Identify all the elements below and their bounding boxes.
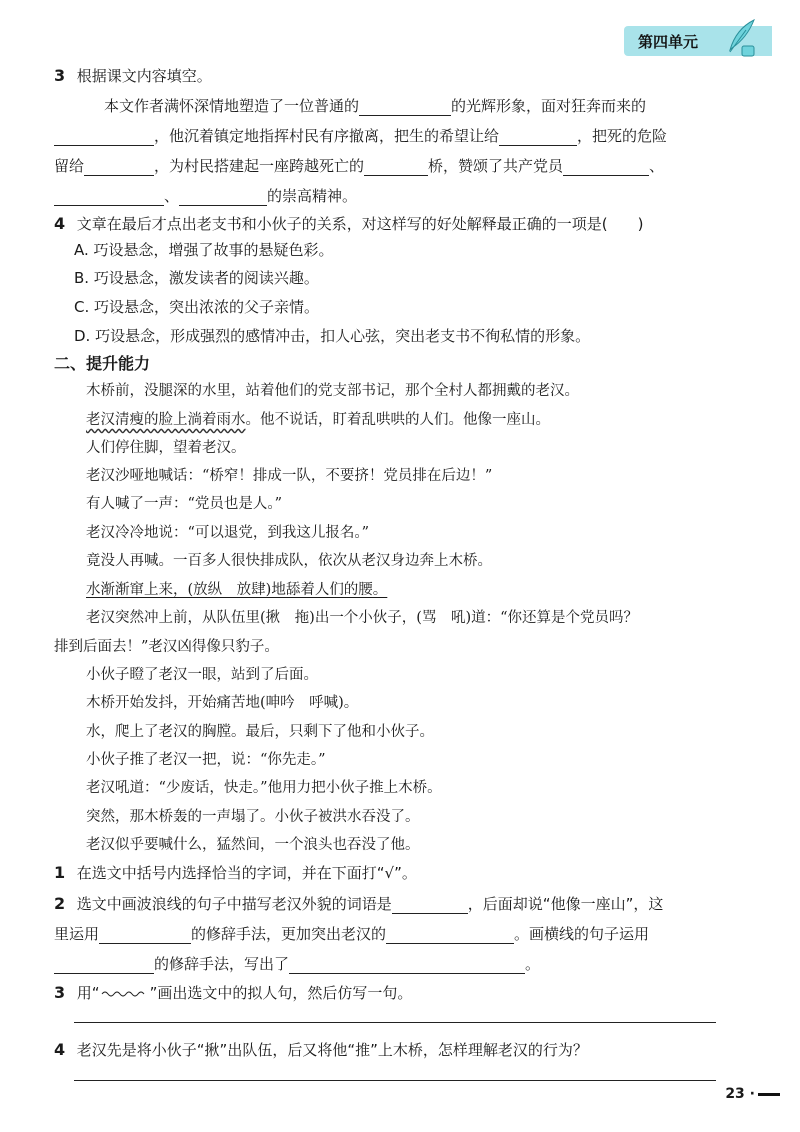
- s2q3-text: ”画出选文中的拟人句，然后仿写一句。: [149, 984, 413, 1002]
- wavy-line-sample: [100, 983, 150, 1003]
- s2q1-line: [54, 863, 417, 883]
- fill-blank[interactable]: [359, 99, 451, 116]
- passage-paragraph: 木桥前，没腿深的水里，站着他们的党支部书记，那个全村人都拥戴的老汉。: [86, 383, 579, 399]
- unit-title: 第四单元: [638, 33, 699, 51]
- s2q2-text: 。画横线的句子运用: [514, 925, 650, 943]
- page-dash: [758, 1093, 780, 1096]
- s2q4-text: 老汉先是将小伙子“揪”出队伍，后又将他“推”上木桥，怎样理解老汉的行为？: [76, 1041, 588, 1059]
- passage-paragraph: 老汉沙哑地喊话：“桥窄！排成一队，不要挤！党员排在后边！”: [86, 468, 493, 484]
- q3-text: 本文作者满怀深情地塑造了一位普通的: [104, 97, 360, 115]
- unit-tab: [624, 26, 772, 56]
- q3-text: ，把死的危险: [577, 127, 668, 145]
- fill-blank[interactable]: [289, 957, 525, 974]
- s2q1-number: 1: [54, 863, 66, 882]
- passage-paragraph: 排到后面去！”老汉凶得像只豹子。: [54, 639, 279, 655]
- fill-blank[interactable]: [386, 927, 514, 944]
- fill-blank[interactable]: [84, 159, 154, 176]
- passage-paragraph: 老汉突然冲上前，从队伍里(揪 拖)出一个小伙子，(骂 吼)道：“你还算是个党员吗？: [86, 610, 639, 626]
- s2q3-number: 3: [54, 983, 66, 1002]
- q4-stem: 文章在最后才点出老支书和小伙子的关系，对这样写的好处解释最正确的一项是( ): [76, 215, 644, 233]
- s2q3-line: [54, 983, 412, 1003]
- q3-text: 、: [164, 187, 180, 205]
- q4-option-a[interactable]: A. 巧设悬念，增强了故事的悬疑色彩。: [74, 241, 334, 259]
- s2q2-number: 2: [54, 894, 66, 913]
- s2q2-text: 。: [525, 955, 541, 973]
- page-number: [725, 1086, 780, 1102]
- q3-line-2: [54, 126, 667, 146]
- passage-paragraph: 小伙子瞪了老汉一眼，站到了后面。: [86, 667, 318, 683]
- straight-underlined-sentence: 水渐渐窜上来，(放纵 放肆)地舔着人们的腰。: [86, 582, 388, 598]
- passage-paragraph: 有人喊了一声：“党员也是人。”: [86, 496, 283, 512]
- passage-paragraph: 人们停住脚，望着老汉。: [86, 440, 246, 456]
- fill-blank[interactable]: [563, 159, 649, 176]
- fill-blank[interactable]: [364, 159, 428, 176]
- s2q4-number: 4: [54, 1040, 66, 1059]
- fill-blank[interactable]: [99, 927, 191, 944]
- fill-blank[interactable]: [499, 129, 577, 146]
- s2q2-text: 的修辞手法，更加突出老汉的: [191, 925, 387, 943]
- q3-text: 的崇高精神。: [267, 187, 358, 205]
- q4-option-b[interactable]: B. 巧设悬念，激发读者的阅读兴趣。: [74, 269, 319, 287]
- passage-paragraph: 老汉吼道：“少废话，快走。”他用力把小伙子推上木桥。: [86, 780, 442, 796]
- s2q3-text: 用“: [76, 984, 100, 1002]
- passage-paragraph: 竟没人再喊。一百多人很快排成队，依次从老汉身边奔上木桥。: [86, 553, 492, 569]
- q4-option-d[interactable]: D. 巧设悬念，形成强烈的感情冲击，扣人心弦，突出老支书不徇私情的形象。: [74, 327, 591, 345]
- fill-blank[interactable]: [54, 129, 154, 146]
- fill-blank[interactable]: [179, 189, 267, 206]
- s2q1-text: 在选文中括号内选择恰当的字词，并在下面打“√”。: [76, 864, 417, 882]
- s2q2-line-1: [54, 894, 663, 914]
- page-number-text: 23 ·: [725, 1086, 755, 1102]
- q3-text: 桥，赞颂了共产党员: [428, 157, 564, 175]
- s2q2-text: 里运用: [54, 925, 100, 943]
- passage-paragraph: [86, 580, 387, 600]
- q3-text: 留给: [54, 157, 85, 175]
- passage-paragraph: 老汉冷冷地说：“可以退党，到我这儿报名。”: [86, 525, 370, 541]
- q3-stem-line: [54, 66, 212, 86]
- wavy-underlined-sentence: 老汉清瘦的脸上淌着雨水: [86, 412, 246, 428]
- q3-line-3: [54, 156, 664, 176]
- q4-stem-line: [54, 214, 644, 234]
- s2q2-line-2: [54, 924, 649, 944]
- s2q2-line-3: [54, 954, 540, 974]
- q3-stem: 根据课文内容填空。: [76, 67, 212, 85]
- q3-text: ，他沉着镇定地指挥村民有序撤离，把生的希望让给: [154, 127, 500, 145]
- passage-paragraph: 小伙子推了老汉一把，说：“你先走。”: [86, 752, 326, 768]
- s2q2-text: 选文中画波浪线的句子中描写老汉外貌的词语是: [76, 895, 392, 913]
- passage-paragraph: 突然，那木桥轰的一声塌了。小伙子被洪水吞没了。: [86, 809, 420, 825]
- fill-blank[interactable]: [54, 957, 154, 974]
- fill-blank[interactable]: [54, 189, 164, 206]
- section-title: 二、提升能力: [54, 354, 151, 373]
- passage-paragraph: [86, 410, 550, 430]
- q3-text: 、: [649, 157, 665, 175]
- passage-paragraph: 木桥开始发抖，开始痛苦地(呻吟 呼喊)。: [86, 695, 359, 711]
- passage-paragraph: 水，爬上了老汉的胸膛。最后，只剩下了他和小伙子。: [86, 724, 434, 740]
- q4-option-c[interactable]: C. 巧设悬念，突出浓浓的父子亲情。: [74, 298, 320, 316]
- q4-number: 4: [54, 214, 66, 233]
- s2q2-text: ，后面却说“他像一座山”，这: [467, 895, 664, 913]
- q3-text: ，为村民搭建起一座跨越死亡的: [154, 157, 365, 175]
- answer-line[interactable]: [74, 1080, 716, 1081]
- fill-blank[interactable]: [392, 897, 468, 914]
- q3-line-4: [54, 186, 357, 206]
- q3-text: 的光辉形象，面对狂奔而来的: [451, 97, 647, 115]
- quill-ink-icon: [724, 18, 758, 58]
- answer-line[interactable]: [74, 1022, 716, 1023]
- s2q4-line: [54, 1040, 588, 1060]
- q3-number: 3: [54, 66, 66, 85]
- passage-paragraph: 老汉似乎要喊什么，猛然间，一个浪头也吞没了他。: [86, 837, 420, 853]
- s2q2-text: 的修辞手法，写出了: [154, 955, 290, 973]
- q3-line-1: [104, 96, 646, 116]
- passage-text: 。他不说话，盯着乱哄哄的人们。他像一座山。: [245, 412, 550, 428]
